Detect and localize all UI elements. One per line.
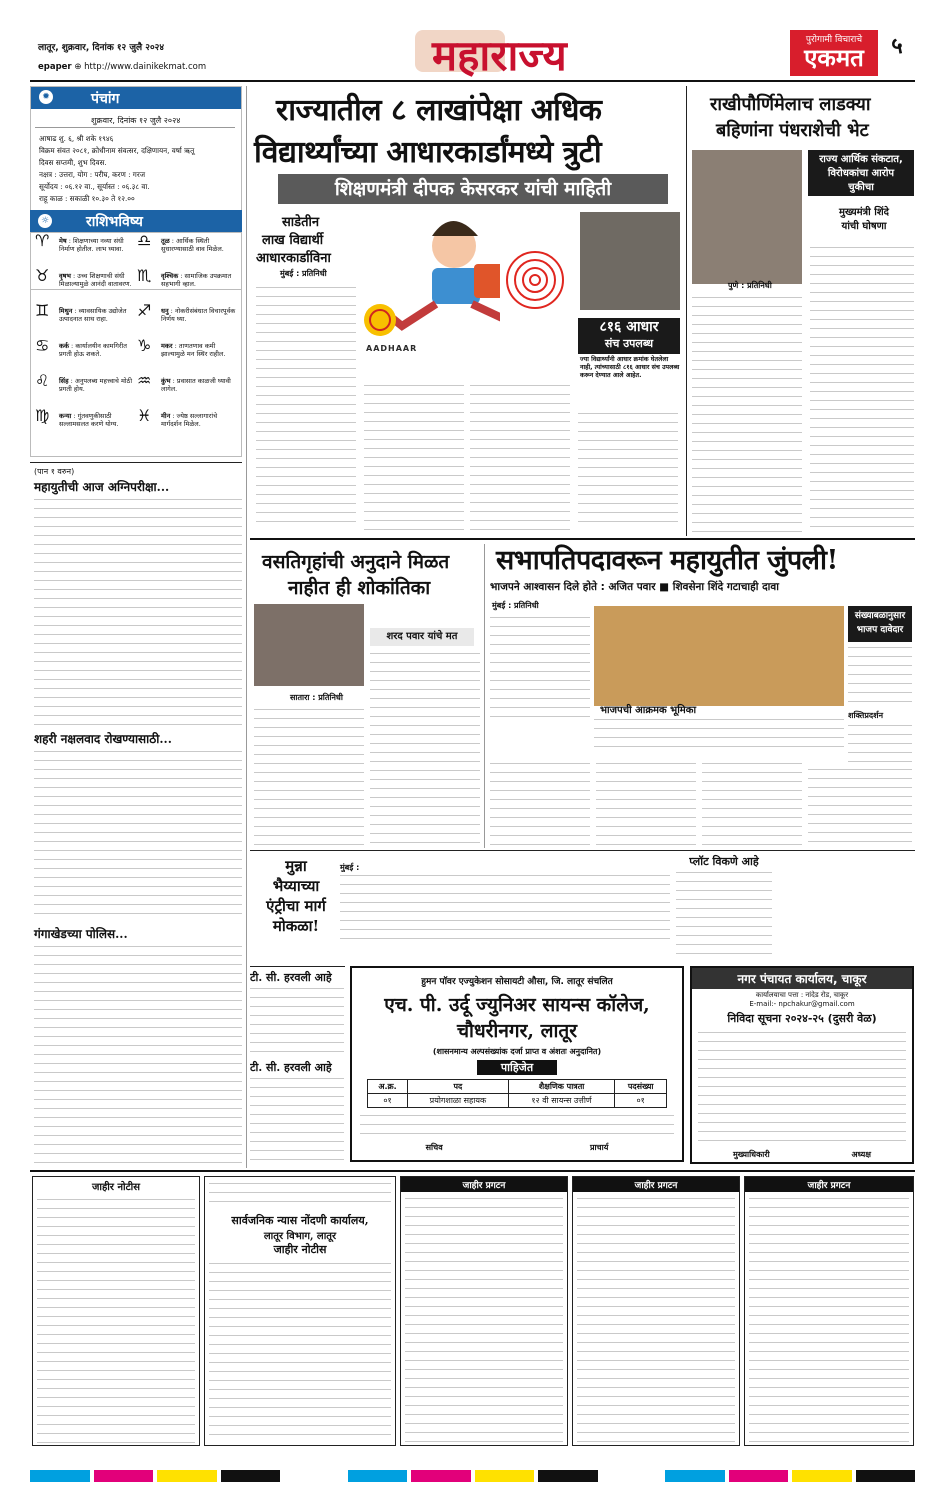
aquarius-icon: ♒ <box>137 371 152 390</box>
notice-text <box>577 1195 735 1446</box>
page-number: ५ <box>891 34 903 59</box>
munna-byline: मुंबई : <box>340 863 360 872</box>
rashi-item: ♓ मीन : ज्येष्ठ सल्लागारांचे मार्गदर्शन मिळेल. <box>137 406 218 428</box>
aadhaar-logo <box>350 300 410 340</box>
article-text <box>490 760 590 846</box>
notice-3: जाहीर प्रगटन <box>400 1176 568 1446</box>
panchang-title: पंचांग <box>91 91 120 107</box>
article-text <box>470 382 570 530</box>
aadhaar-box-text: ज्या विद्यार्थ्यांनी आधार क्रमांक घेतलेला नाही, त्यांच्यासाठी ८१६ आधार संच उपलब्ध करून देण्यात आले आहेत. <box>580 356 680 379</box>
rashi-item: ♑ मकर : ताणतणाव कमी झाल्यामुळे मन स्थिर राहील. <box>137 336 226 358</box>
leo-icon: ♌ <box>35 371 50 390</box>
notice-text <box>209 1260 391 1436</box>
lead-byline: मुंबई : प्रतिनिधी <box>280 269 327 278</box>
color-registration-bar <box>30 1470 915 1482</box>
aadhaar-logo-icon <box>350 300 410 340</box>
article-text <box>256 284 356 530</box>
zodiac-icon: ☼ <box>38 214 52 228</box>
rakhi-byline: पुणे : प्रतिनिधी <box>728 281 772 290</box>
tagline: पुरोगामी विचाराचे <box>805 35 863 45</box>
dateline: लातूर, शुक्रवार, दिनांक १२ जुलै २०२४ <box>38 43 165 53</box>
article-text <box>254 706 364 846</box>
notice-1: जाहीर नोटीस <box>32 1176 200 1446</box>
notice-text <box>405 1195 563 1446</box>
speaker-caption-title: भाजपची आक्रमक भूमिका <box>600 705 697 716</box>
libra-icon: ♎ <box>137 231 152 250</box>
continuation-title: महायुतीची आज अग्निपरीक्षा... <box>34 480 170 494</box>
article-text <box>848 644 912 706</box>
rashi-grid <box>30 232 242 457</box>
website-url[interactable]: http://www.dainikekmat.com <box>84 62 207 72</box>
aadhaar-box-subtitle: संच उपलब्ध <box>604 337 654 350</box>
hostel-quote: शरद पवार यांचे मत <box>370 628 474 646</box>
ad-text <box>250 1075 344 1164</box>
speaker-side-box: संख्याबळानुसार भाजप दावेदार <box>848 606 912 642</box>
ad-text <box>698 1029 906 1147</box>
rashi-title: राशिभविष्य <box>86 214 143 230</box>
lead-side-3: आधारकार्डाविना <box>256 251 331 266</box>
rakhi-headline-2: बहिणांना पंधराशेची भेट <box>716 120 869 141</box>
aadhaar-box <box>578 318 680 354</box>
rakhi-pull-3: चुकीचा <box>848 182 874 193</box>
speaker-byline: मुंबई : प्रतिनिधी <box>492 601 539 610</box>
paper-logo <box>790 30 878 76</box>
notice-4: जाहीर प्रगटन <box>572 1176 740 1446</box>
article-text <box>364 382 464 530</box>
jump-label: (पान १ वरुन) <box>34 467 75 476</box>
hostel-headline-2: नाहीत ही शोकांतिका <box>288 577 431 599</box>
nagar-email: E-mail:- npchakur@gmail.com <box>749 1000 855 1008</box>
epaper-link[interactable] <box>38 62 206 72</box>
ad-text <box>676 869 772 961</box>
notice-text <box>37 1196 195 1444</box>
lead-headline-1: राज्यातील ८ लाखांपेक्षा अधिक <box>276 93 602 128</box>
cancer-icon: ♋ <box>35 336 50 355</box>
leaders-photo <box>594 606 844 706</box>
rashi-item: ♉ वृषभ : उच्च शिक्षणाची संधी मिळाल्यामुळे आनंदी वातावरण. <box>35 266 132 288</box>
gemini-icon: ♊ <box>35 301 50 320</box>
article-text <box>692 294 802 534</box>
article-text <box>340 872 670 942</box>
article-text <box>578 410 678 530</box>
section-title: महाराज्य <box>432 31 567 80</box>
vacancy-table: अ.क्र. पद शैक्षणिक पात्रता पदसंख्या ०१ प्रयोगशाळा सहायक १२ वी सायन्स उत्तीर्ण ०१ <box>367 1079 667 1108</box>
article-text <box>34 496 242 728</box>
lead-side-1: साडेतीन <box>282 215 320 230</box>
tc-ad-2: टी. सी. हरवली आहे <box>250 1060 344 1164</box>
lead-headline-2: विद्यार्थ्यांच्या आधारकार्डांमध्ये त्रुटी <box>254 135 602 170</box>
rashi-item: ♌ सिंह : अनुपलब्ध महत्त्वाचे मोठी प्रगती होय. <box>35 371 133 393</box>
rakhi-headline-1: राखीपौर्णिमेलाच लाडक्या <box>710 94 871 115</box>
continuation-title: शहरी नक्षलवाद रोखण्यासाठी... <box>34 732 172 746</box>
pisces-icon: ♓ <box>137 406 152 425</box>
rashi-item: ♏ वृश्चिक : सामाजिक उपक्रमात सहभागी व्हाल. <box>137 266 232 288</box>
aadhaar-box-title: ८१६ आधार <box>599 319 659 335</box>
taurus-icon: ♉ <box>35 266 50 285</box>
rashi-item: ♋ कर्क : कार्यालयीन कामगिरीत प्रगती होऊ शकते. <box>35 336 127 358</box>
article-text <box>848 722 912 762</box>
article-text <box>702 760 802 846</box>
shinde-photo <box>692 150 802 284</box>
fingerprint-icon <box>500 210 570 360</box>
college-ad: हुमन पाॅवर एज्युकेशन सोसायटी औसा, जि. लातूर संचलित एच. पी. उर्दू ज्युनिअर सायन्स कॉलेज, चौधरीनगर, लातूर (शासनमान्य अल्पसंख्यांक दर्जा प्राप्त व अंशतः अनुदानित) पाहिजेत अ.क्र. पद शैक्षणिक पात्रता पदसंख्या ०१ प्रयोगशाळा सहायक १२ वी सायन्स उत्तीर्ण ०१ सचिव प्राचार्य <box>350 966 684 1162</box>
speaker-side-title-3: शक्तिप्रदर्शन <box>848 711 884 720</box>
rashi-item: ♊ मिथुन : व्यावसायिक उद्योजेत उत्पादनात साथ राहा. <box>35 301 127 323</box>
rashi-item: ♒ कुंभ : प्रवासात काळजी घ्यावी लागेल. <box>137 371 231 393</box>
notice-text <box>209 1180 391 1210</box>
notice-5: जाहीर प्रगटन <box>744 1176 914 1446</box>
tc-ad-1: टी. सी. हरवली आहे <box>250 970 344 1054</box>
plot-ad: प्लॉट विकणे आहे <box>676 854 772 964</box>
rashi-item: ♎ तूळ : आर्थिक स्थिती सुधारण्यासाठी वाव मिळेल. <box>137 231 224 253</box>
panchang-line: नक्षत्र : उत्तरा, योग : परीघ, करण : गरज <box>39 170 146 179</box>
panchang-line: आषाढ शु. ६, श्री शके १९४६ <box>39 134 114 143</box>
panchang-line: दिवस सप्तमी, शुभ दिवस. <box>39 158 107 167</box>
caption-text <box>594 716 844 754</box>
lead-side-2: लाख विद्यार्थी <box>262 233 324 248</box>
panchang-line: विक्रम संवत २०८१, क्रोधीनाम संवत्सर, दक्षिणायन, वर्षा ऋतू <box>39 146 195 155</box>
rashi-item: ♍ कन्या : गुंतवणुकीसाठी सल्लामसलत करणे योग्य. <box>35 406 119 428</box>
fingerprint-graphic <box>500 210 570 360</box>
notice-2: सार्वजनिक न्यास नोंदणी कार्यालय, लातूर विभाग, लातूर जाहीर नोटीस <box>204 1176 396 1446</box>
panchang-date: शुक्रवार, दिनांक १२ जुलै २०२४ <box>91 116 181 125</box>
munna-title: मुन्ना भैय्याच्या एंट्रीचा मार्ग मोकळा! <box>266 857 326 935</box>
article-text <box>490 614 590 722</box>
continuation-title: गंगाखेडच्या पोलिस... <box>34 927 128 941</box>
rakhi-pull-2: विरोधकांचा आरोप <box>827 168 895 179</box>
rashi-item: ♈ मेष : शिक्षणाच्या नव्या संधी निर्माण होतील. लाभ घ्यावा. <box>35 231 124 253</box>
rashi-item: ♐ धनु : नोकरीसंबंधात विचारपूर्वक निर्णय घ्या. <box>137 301 236 323</box>
notice-text <box>749 1195 909 1446</box>
speaker-subhead: भाजपने आश्वासन दिले होते : अजित पवार ■ शिवसेना शिंदे गटाचाही दावा <box>490 581 779 593</box>
aries-icon: ♈ <box>35 231 50 250</box>
article-text <box>370 650 480 846</box>
article-text <box>808 766 912 846</box>
ad-text <box>250 985 344 1053</box>
article-text <box>596 760 696 846</box>
pawar-photo <box>254 604 364 686</box>
ad-text <box>360 1112 674 1140</box>
virgo-icon: ♍ <box>35 406 50 425</box>
aadhaar-label: AADHAAR <box>366 344 418 353</box>
article-text <box>34 748 242 922</box>
panchang-line: सूर्योदय : ०६.१२ वा., सूर्यास्त : ०६.३८ वा. <box>39 182 150 191</box>
rakhi-pull-box <box>808 150 914 196</box>
nagar-panchayat-ad: नगर पंचायत कार्यालय, चाकूर कार्यालयाचा पत्ता : नांदेड रोड, चाकूर E-mail:- npchakur@gmail.com निविदा सूचना २०२४-२५ (दुसरी वेळ) मुख्याधिकारी अध्यक्ष <box>690 966 914 1164</box>
speaker-headline: सभापतिपदावरून महायुतीत जुंपली! <box>496 545 838 576</box>
panchang-line: राहू काळ : सकाळी १०.३० ते १२.०० <box>39 194 135 203</box>
sagittarius-icon: ♐ <box>137 301 152 320</box>
hostel-headline-1: वसतिगृहांची अनुदाने मिळत <box>262 551 450 573</box>
scorpio-icon: ♏ <box>137 266 152 285</box>
article-text <box>810 244 914 534</box>
rakhi-pull-bottom: मुख्यमंत्री शिंदे यांची घोषणा <box>839 207 889 232</box>
capricorn-icon: ♑ <box>137 336 152 355</box>
lead-subhead: शिक्षणमंत्री दीपक केसरकर यांची माहिती <box>278 174 668 204</box>
globe-icon: ⊕ <box>74 62 82 72</box>
hostel-byline: सातारा : प्रतिनिधी <box>290 693 343 702</box>
paper-name: एकमत <box>804 43 864 72</box>
kesarkar-photo <box>580 212 680 310</box>
panchang-icon: ✹ <box>39 90 53 104</box>
rakhi-pull-1: राज्य आर्थिक संकटात, <box>819 154 903 165</box>
article-text <box>34 943 242 1165</box>
epaper-label: epaper <box>38 62 72 72</box>
